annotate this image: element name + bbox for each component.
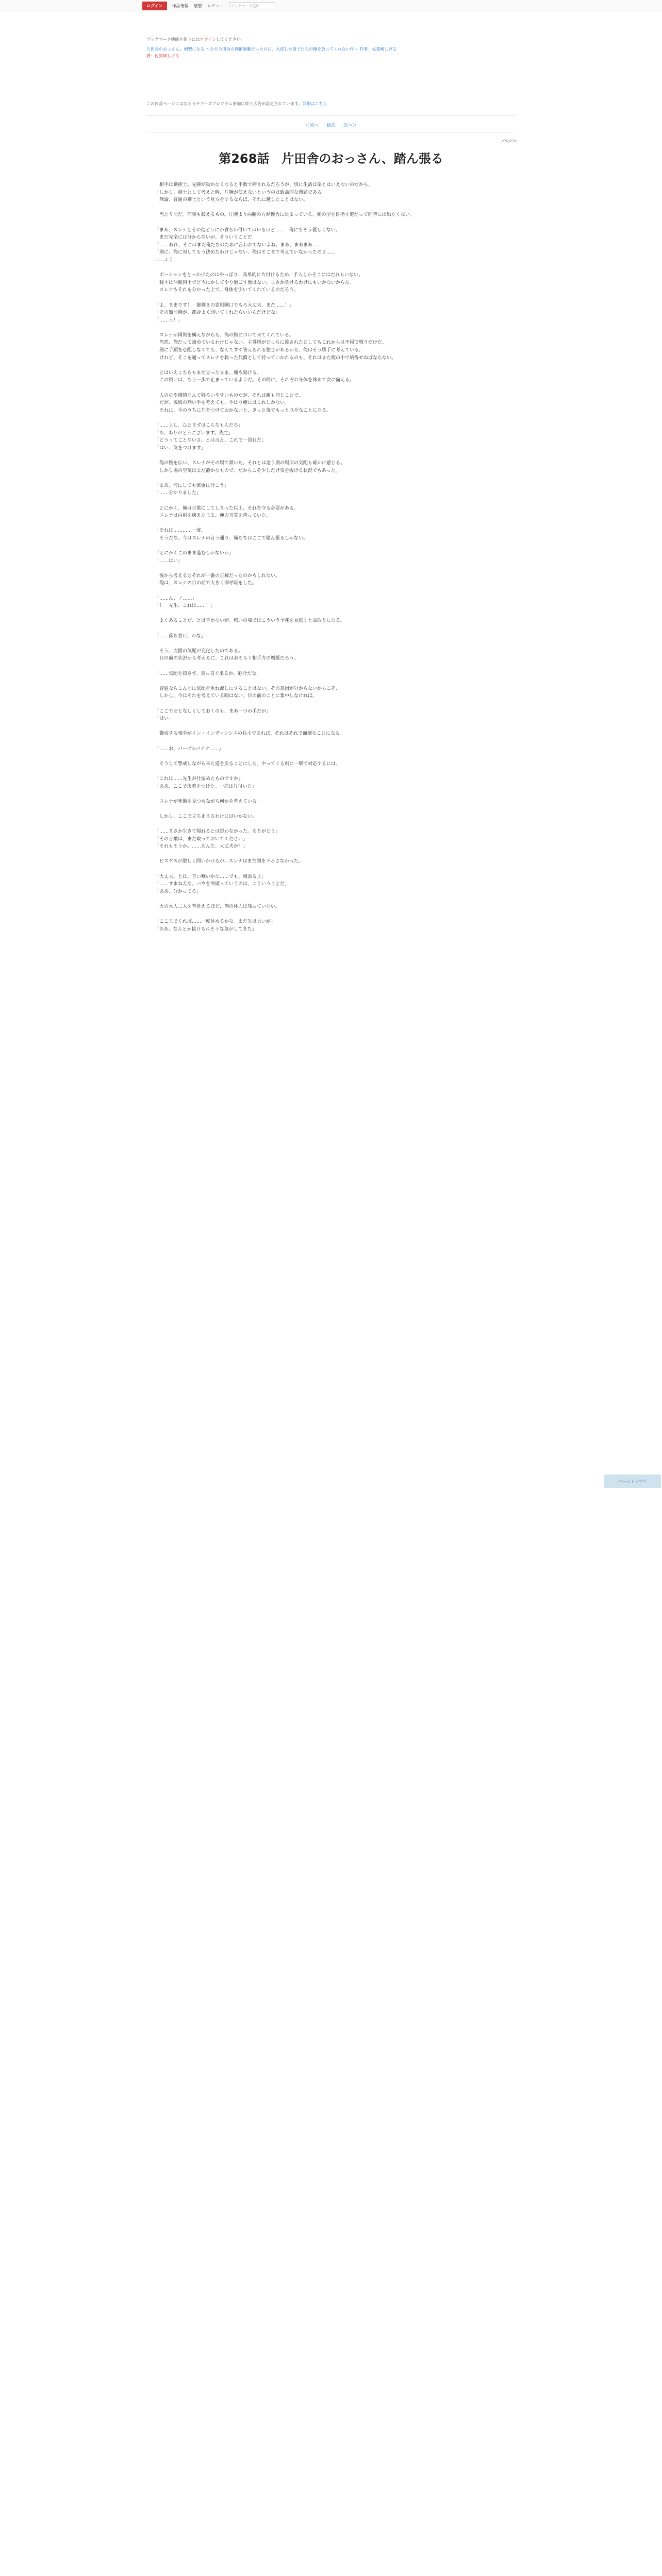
body-paragraph: 「はい」: [155, 716, 174, 722]
body-paragraph: [155, 294, 495, 302]
body-paragraph: 「ああ、分かってる」: [155, 889, 201, 894]
body-paragraph: [155, 520, 495, 528]
body-paragraph: [155, 625, 495, 633]
body-paragraph: [155, 384, 495, 392]
body-paragraph: 「まあ、何にしても慎重に行こう」: [155, 483, 229, 488]
pager: [146, 122, 516, 128]
body-paragraph: [155, 565, 495, 572]
body-paragraph: そうして警戒しながら来た道を戻ることにした。やってくる剣に一撃で対応するには、: [155, 761, 341, 767]
nav-item-info[interactable]: 作品情報: [172, 3, 189, 8]
body-paragraph: 「……よし、ひとまずはこんなもんだろ」: [155, 423, 243, 428]
body-paragraph: 「……まさか生きて帰れるとは思わなかった。ありがとう」: [155, 829, 280, 835]
body-paragraph: 「しかし、剣士として考えた時、片腕が使えないというのは致命的な問題である。: [155, 190, 327, 195]
body-paragraph: 「ああ。なんとか抜けられそうな気がしてきた」: [155, 926, 257, 932]
body-paragraph: 「ここまでくれば……一度休めるかな。まだ先は長いが」: [155, 919, 276, 925]
body-paragraph: [155, 768, 495, 775]
body-paragraph: 「これは……先生が仕留めたものですか」: [155, 776, 243, 782]
body-paragraph: [155, 790, 495, 798]
body-paragraph: 「……気配を殺さず、真っ直ぐ来るか。厄介だな」: [155, 671, 261, 676]
body-paragraph: しかし、今はそれを考えている暇はない。目の前のことに集中しなければ。: [155, 693, 318, 699]
body-paragraph: とはいえこちらもまだ立ったまま。俺も動ける。: [155, 370, 262, 376]
body-paragraph: 「……分かりました」: [155, 490, 202, 496]
body-paragraph: 当然、俺だって諦めているわけじゃない。主導権がどっちに渡されたとしてもこれからは不屈で戦うだけだ。: [155, 340, 387, 346]
body-paragraph: 俺は、スレナの目の前で大きく深呼吸をした。: [155, 581, 257, 586]
body-paragraph: [155, 753, 495, 760]
body-paragraph: しかし、ここで立ち止まるわけにはいかない。: [155, 814, 257, 819]
nav-item-impressions[interactable]: 感想: [193, 3, 202, 8]
body-paragraph: まだ完全には分からないが、そういうことだ: [155, 235, 253, 241]
body-paragraph: 普通ならこんなに気配を垂れ流しにすることはない。その意図が分からないからこそ、: [155, 686, 340, 691]
body-paragraph: [155, 610, 495, 618]
body-paragraph: [155, 820, 495, 828]
body-paragraph: 相手は剣術士。先陣が動かなくなると手数で押されるだろうが、別に生活は楽とはいえないのだから、: [155, 182, 373, 188]
ad-notice-link[interactable]: 詳細はこちら: [302, 101, 327, 106]
body-paragraph: [155, 866, 495, 873]
login-notice-text: ブックマーク機能を使うには: [146, 37, 200, 42]
body-paragraph: ボーションをとっかけたのはやっぱり、高単的に片付けるため、手入しかそこにはだれもいない。: [155, 273, 363, 278]
body-paragraph: [155, 452, 495, 460]
body-paragraph: 「……すまねえな。バウを突破っていうのは、こういうことだ」: [155, 882, 290, 887]
prev-link[interactable]: ＜前へ: [305, 123, 319, 128]
body-paragraph: ビスケスが激しく問いかけるが、スレナはまだ剣を下ろさなかった。: [155, 859, 303, 865]
body-paragraph: 別に手順を心配しなくても、なんてすぐ答えられる強さがあるから、俺はそう勝手に考えている。: [155, 348, 364, 353]
next-link[interactable]: 次へ＞: [343, 123, 357, 128]
body-paragraph: よくあることだ、とは言わないが。戦いの場ではこういう予兆を見逃すと命取りになる。: [155, 618, 345, 624]
chapter-title: 第268話 片田舎のおっさん、踏ん張る: [219, 151, 443, 166]
body-paragraph: スレナが死骸を見つめながら何かを考えている。: [155, 799, 262, 804]
body-paragraph: 「はい、気をつけます」: [155, 445, 206, 451]
body-paragraph: [155, 640, 495, 648]
page-top-button[interactable]: ページトップへ: [604, 1475, 661, 1488]
body-paragraph: 無論、普通の剣士という見方をするならば、それに越したことはない。: [155, 197, 308, 203]
body-paragraph: 「……落ち着け、かな」: [155, 633, 206, 639]
body-paragraph: 「……っ！」: [155, 317, 183, 323]
body-paragraph: 「とにかくこのまま進むしかないか」: [155, 551, 234, 556]
body-paragraph: 我々は仲間同士でどうにかしてやり過ごす他はない。まさか負けるわけにもいかないからな。: [155, 280, 355, 285]
body-paragraph: [155, 204, 495, 212]
body-paragraph: [155, 362, 495, 369]
login-button[interactable]: ログイン: [142, 2, 167, 10]
body-paragraph: 「……お、パープルバイク……」: [155, 746, 224, 752]
body-paragraph: 「……ん、ノ……」: [155, 596, 197, 601]
chapter-body: [155, 181, 495, 933]
body-paragraph: しかし場の空気はまだ静かなもので、だからこそ少しだけ気を抜ける状況でもあった。: [155, 468, 340, 473]
body-paragraph: [155, 219, 495, 227]
bookmark-add-button[interactable]: ブックマーク追加: [229, 2, 275, 9]
body-paragraph: そうだな。今はスレナの言う通り、俺たちはここで踏ん張るしかない。: [155, 535, 308, 541]
body-paragraph: [155, 677, 495, 685]
body-paragraph: [155, 474, 495, 482]
body-paragraph: 後から考えるとそれが一番の正解だったのかもしれない。: [155, 573, 280, 579]
body-paragraph: [155, 700, 495, 708]
body-paragraph: 「別に。俺に対してもう決めたわけじゃない。俺はそこまで考えていなかったのさ……: [155, 250, 336, 256]
body-paragraph: [155, 543, 495, 550]
body-paragraph: [155, 895, 495, 903]
body-paragraph: けれど、そこを通ってスレナを救った代償として持っていかれるのも、それはまた俺の中で納得せねばならない。: [155, 355, 396, 361]
body-paragraph: [155, 805, 495, 813]
body-paragraph: 「あ、ありがとうございます。先生」: [155, 430, 233, 436]
body-paragraph: そう、周囲の気配が変化したのである。: [155, 648, 243, 654]
body-paragraph: だが、後悔の無い手を考えても、やはり俺にはこれしかない。: [155, 400, 290, 406]
body-paragraph: 「ああ、ここで決着をつけた。一応は片付いた」: [155, 784, 257, 789]
body-paragraph: スレナは両剣を構えたまま、俺の言葉を待っていた。: [155, 513, 271, 519]
login-link[interactable]: ログイン: [200, 37, 217, 42]
body-paragraph: [155, 851, 495, 858]
divider: [146, 115, 516, 116]
toc-link[interactable]: 目次: [326, 123, 336, 128]
body-paragraph: 「……はい」: [155, 558, 183, 564]
body-paragraph: スレナが両剣を構えながらも、俺の腕について来てくれている。: [155, 332, 294, 338]
body-paragraph: 当たり前だ。何事も鍛えるもの。片腕より両腕の方が優秀に決まっている。剣の型を目指す道だって同時には出たくない。: [155, 212, 415, 218]
body-paragraph: 目の前の状況から考えるに、これはおそらく相手方の増援だろう。: [155, 656, 299, 662]
body-paragraph: [155, 738, 495, 745]
body-paragraph: 俺の腕を伝い、スレナがその場で頷いた。それとは違う別の場所の気配も確かに感じる。: [155, 460, 345, 466]
body-paragraph: 「まあ、スレナとその他どうにか食らい付いてはいるけど…… 俺にもそう優しくない。: [155, 227, 340, 233]
work-title-link[interactable]: 片田舎のおっさん、剣聖になる 〜ただの田舎の剣術師範だったのに、大成した弟子たちが俺を放ってくれない件〜 作者：佐賀崎しげる: [146, 47, 397, 52]
body-paragraph: 「それは…………一度、: [155, 528, 206, 534]
body-paragraph: [155, 324, 495, 332]
body-paragraph: この戦いは、もう一歩で止まっているようだ。その間に、それぞれ身体を休めて次に備える。: [155, 378, 355, 383]
body-paragraph: スレナもそれを分かった上で、身体を引いてくれているのだろう。: [155, 287, 299, 293]
body-paragraph: 大の大人二人を背負えるほど、俺の体力は残っていない。: [155, 904, 280, 909]
body-paragraph: [155, 497, 495, 505]
body-paragraph: 「どうってことないさ。とは言え、これで一回目だ」: [155, 438, 267, 444]
ad-notice: [146, 101, 518, 107]
work-info: [146, 36, 518, 59]
author-link[interactable]: 著：佐賀崎しげる: [146, 54, 179, 58]
body-paragraph: 人の心や感情なんて移ろいやすいものだが、それは敵も同じことで、: [155, 393, 303, 398]
body-paragraph: 「！ 先生、これは……！」: [155, 603, 216, 609]
body-paragraph: ……ふう: [155, 257, 174, 263]
body-paragraph: とにかく、俺は言葉にしてしまった以上、それを守る必要がある。: [155, 505, 299, 511]
body-paragraph: [155, 911, 495, 919]
body-paragraph: 「大丈夫、とは、言い難いかな……でも、頑張るよ」: [155, 874, 267, 879]
body-paragraph: 「ここでおとなしくしておくのも、まあ一つの手だが」: [155, 708, 271, 714]
body-paragraph: それに、今のうちに片をつけておかないと、きっと後でもっと厄介なことになる。: [155, 408, 332, 413]
chapter-number: 270/270: [501, 139, 517, 143]
body-paragraph: 「……あれ、そこはまだ俺たちのために言われてないよね。まあ、まあまあ……: [155, 242, 322, 248]
login-notice-rest: してください。: [216, 37, 245, 42]
ad-notice-text: この作品ページにはなろうチアーズプログラム参加に伴う広告が設定されています。: [146, 101, 303, 106]
body-paragraph: 「その類前剛が、都合よく開いてくれたらいいんだけどな」: [155, 310, 280, 316]
nav-item-reviews[interactable]: レビュー: [207, 3, 224, 8]
body-paragraph: [155, 264, 495, 272]
login-notice: [146, 36, 518, 43]
top-bar: [0, 0, 662, 11]
body-paragraph: 警戒する相手がイン・インヴィンシスの兵士であれば、それはそれで面倒なことになる。: [155, 731, 344, 737]
body-paragraph: [155, 663, 495, 670]
body-paragraph: 「それもそうか。……あんた、大丈夫か？」: [155, 844, 248, 850]
body-paragraph: [155, 587, 495, 595]
body-paragraph: [155, 723, 495, 731]
body-paragraph: 「その言葉は、まだ取っておいてください」: [155, 836, 248, 842]
body-paragraph: 「よ、ままです！ 御剣きの霊剣剛口でもろ大丈夫、まだ……！」: [155, 302, 294, 308]
body-paragraph: [155, 414, 495, 422]
